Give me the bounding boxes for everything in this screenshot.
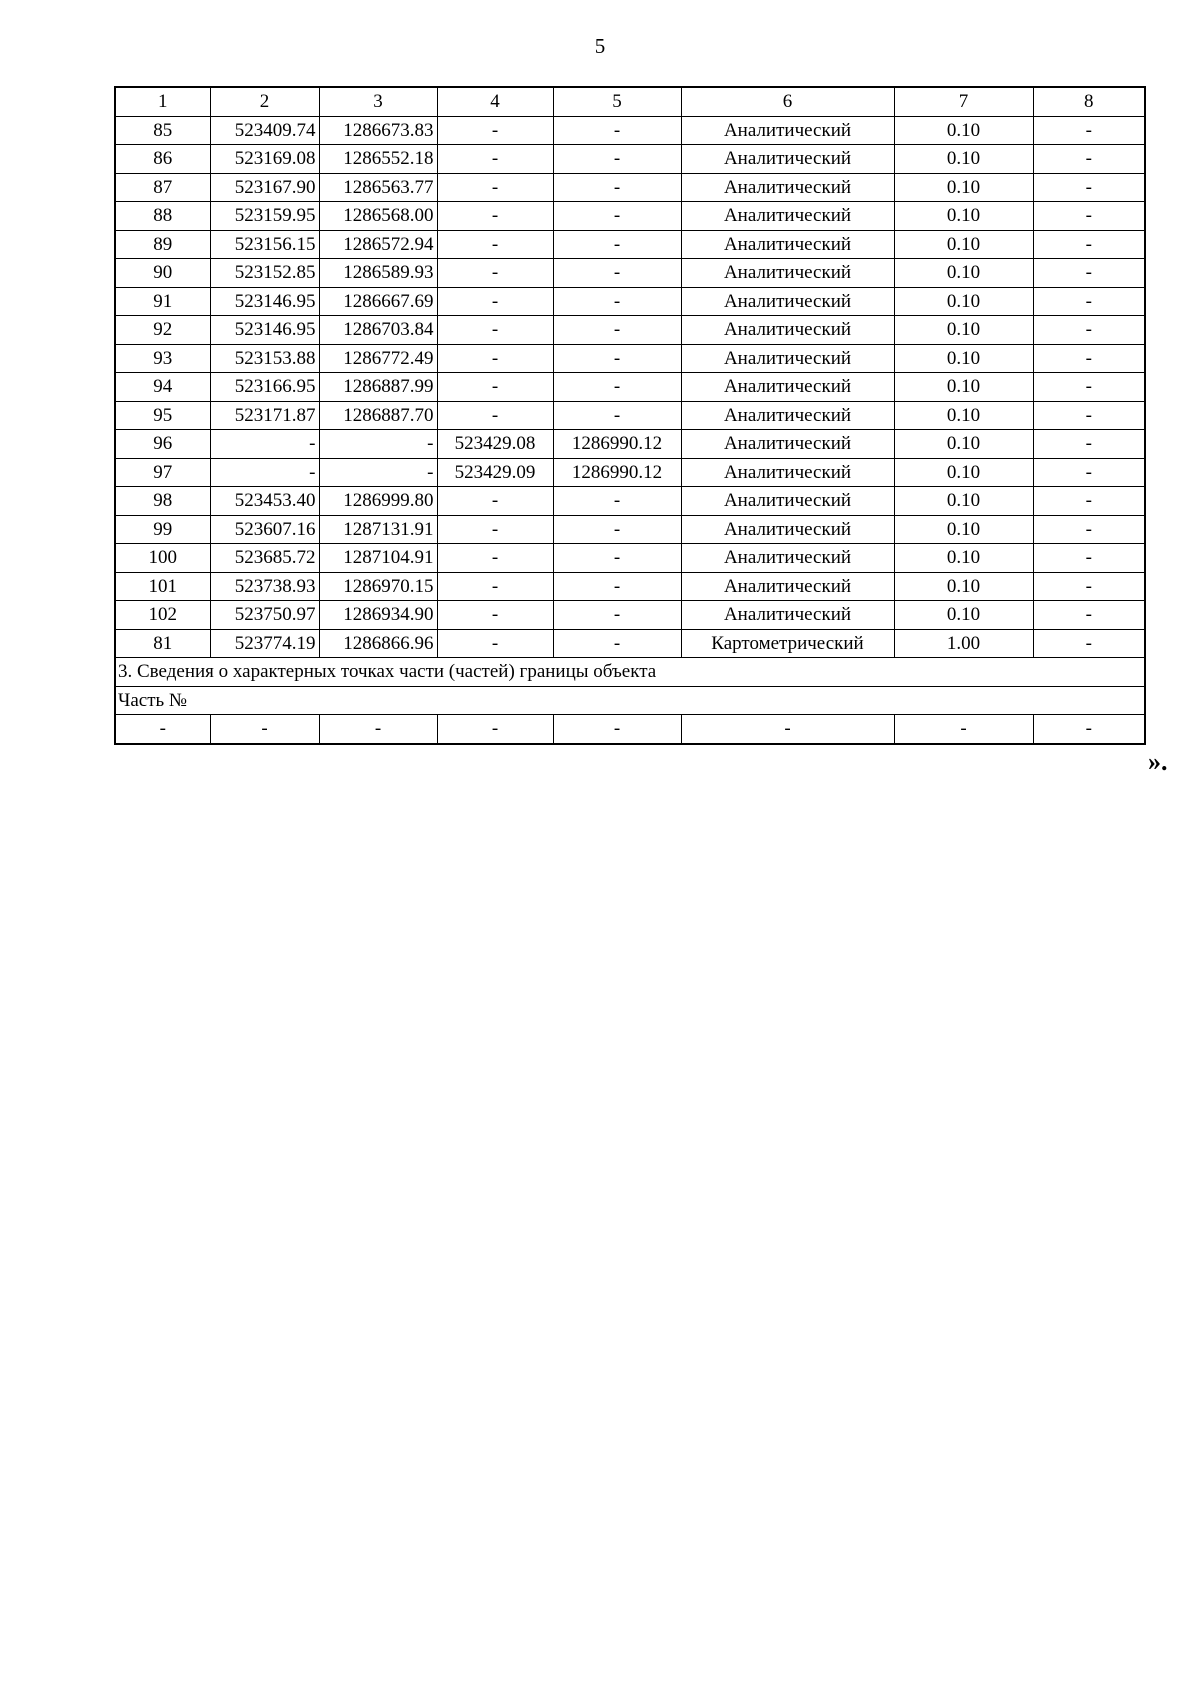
table-cell: - [1033, 401, 1145, 430]
table-cell: 523409.74 [210, 116, 319, 145]
table-cell: 101 [115, 572, 210, 601]
header-row [115, 87, 1145, 116]
table-cell: 523171.87 [210, 401, 319, 430]
table-cell: Аналитический [681, 173, 894, 202]
table-cell: - [437, 202, 553, 231]
table-cell: 1286563.77 [319, 173, 437, 202]
table-cell: 86 [115, 145, 210, 174]
table-cell: 0.10 [894, 430, 1033, 459]
header-cell: 5 [553, 87, 681, 116]
table-cell: - [437, 259, 553, 288]
table-cell: 89 [115, 230, 210, 259]
table-cell: 92 [115, 316, 210, 345]
table-cell: - [437, 601, 553, 630]
table-cell: 1286990.12 [553, 430, 681, 459]
table-row [115, 316, 1145, 345]
table-cell: 81 [115, 629, 210, 658]
table-cell: 96 [115, 430, 210, 459]
table-cell: - [437, 544, 553, 573]
table-cell: - [553, 344, 681, 373]
table-cell: - [553, 515, 681, 544]
header-cell: 8 [1033, 87, 1145, 116]
table-cell: 85 [115, 116, 210, 145]
table-row [115, 572, 1145, 601]
table-cell: 1286673.83 [319, 116, 437, 145]
table-cell: Аналитический [681, 601, 894, 630]
coordinates-table [114, 86, 1146, 745]
table-row [115, 601, 1145, 630]
table-row [115, 145, 1145, 174]
table-cell: - [437, 145, 553, 174]
table-cell: - [553, 629, 681, 658]
part-label: Часть № [115, 686, 1145, 715]
table-cell: - [1033, 230, 1145, 259]
table-cell: 523607.16 [210, 515, 319, 544]
table-row [115, 259, 1145, 288]
table-cell: - [553, 316, 681, 345]
table-cell: - [1033, 116, 1145, 145]
table-cell: 0.10 [894, 544, 1033, 573]
table-cell: 1286887.99 [319, 373, 437, 402]
table-cell: - [210, 430, 319, 459]
table-cell: - [553, 145, 681, 174]
table-cell: - [553, 572, 681, 601]
table-cell: 523152.85 [210, 259, 319, 288]
table-cell: 523167.90 [210, 173, 319, 202]
table-cell: - [553, 373, 681, 402]
closing-quote: ». [1148, 747, 1168, 776]
table-cell: - [1033, 629, 1145, 658]
table-cell: 523750.97 [210, 601, 319, 630]
table-cell: 523429.08 [437, 430, 553, 459]
table-cell: - [437, 116, 553, 145]
table-cell: 523685.72 [210, 544, 319, 573]
table-cell: 0.10 [894, 373, 1033, 402]
table-cell: 1286999.80 [319, 487, 437, 516]
table-cell: 1.00 [894, 629, 1033, 658]
table-cell: Аналитический [681, 515, 894, 544]
table-cell: 1286589.93 [319, 259, 437, 288]
section-heading-row [115, 658, 1145, 687]
table-cell: 1287104.91 [319, 544, 437, 573]
table-cell: - [1033, 430, 1145, 459]
table-cell: 0.10 [894, 202, 1033, 231]
table-cell: - [1033, 487, 1145, 516]
table-row [115, 230, 1145, 259]
table-cell: 1286866.96 [319, 629, 437, 658]
table-cell: - [1033, 202, 1145, 231]
header-cell: 7 [894, 87, 1033, 116]
table-row [115, 173, 1145, 202]
table-cell: - [1033, 145, 1145, 174]
table-cell: 523146.95 [210, 316, 319, 345]
table-cell: Аналитический [681, 230, 894, 259]
table-cell: Картометрический [681, 629, 894, 658]
table-cell: 523159.95 [210, 202, 319, 231]
table-cell: 93 [115, 344, 210, 373]
table-cell: Аналитический [681, 373, 894, 402]
table-row [115, 458, 1145, 487]
empty-cell: - [553, 715, 681, 744]
table-cell: - [437, 401, 553, 430]
header-cell: 1 [115, 87, 210, 116]
table-cell: - [437, 230, 553, 259]
table-cell: Аналитический [681, 430, 894, 459]
table-cell: 1286970.15 [319, 572, 437, 601]
table-row [115, 401, 1145, 430]
table-cell: - [553, 487, 681, 516]
table-cell: - [437, 316, 553, 345]
table-cell: 1287131.91 [319, 515, 437, 544]
header-cell: 4 [437, 87, 553, 116]
table-cell: 0.10 [894, 116, 1033, 145]
table-row [115, 373, 1145, 402]
table-cell: 0.10 [894, 316, 1033, 345]
table-cell: 523166.95 [210, 373, 319, 402]
table-cell: Аналитический [681, 487, 894, 516]
table-row [115, 515, 1145, 544]
table-cell: 0.10 [894, 259, 1033, 288]
table-cell: 0.10 [894, 173, 1033, 202]
table-cell: 0.10 [894, 572, 1033, 601]
table-cell: Аналитический [681, 316, 894, 345]
empty-cell: - [437, 715, 553, 744]
section-heading: 3. Сведения о характерных точках части (частей) границы объекта [115, 658, 1145, 687]
table-cell: - [1033, 572, 1145, 601]
table-row [115, 116, 1145, 145]
table-cell: 0.10 [894, 487, 1033, 516]
table-row [115, 629, 1145, 658]
table-cell: - [553, 601, 681, 630]
table-cell: 523429.09 [437, 458, 553, 487]
empty-cell: - [210, 715, 319, 744]
table-cell: - [1033, 373, 1145, 402]
table-cell: - [553, 401, 681, 430]
table-cell: - [553, 259, 681, 288]
table-cell: - [437, 373, 553, 402]
table-cell: 523146.95 [210, 287, 319, 316]
empty-cell: - [319, 715, 437, 744]
table-cell: - [1033, 601, 1145, 630]
table-cell: - [1033, 544, 1145, 573]
table-cell: Аналитический [681, 572, 894, 601]
table-cell: - [437, 487, 553, 516]
header-cell: 3 [319, 87, 437, 116]
table-cell: - [319, 458, 437, 487]
table-cell: Аналитический [681, 544, 894, 573]
table-cell: - [437, 515, 553, 544]
table-cell: Аналитический [681, 344, 894, 373]
table-cell: 100 [115, 544, 210, 573]
table-cell: 0.10 [894, 601, 1033, 630]
table-cell: - [553, 116, 681, 145]
table-cell: - [1033, 515, 1145, 544]
table-cell: - [1033, 316, 1145, 345]
table-cell: 0.10 [894, 145, 1033, 174]
table-cell: - [437, 572, 553, 601]
part-label-row [115, 686, 1145, 715]
table-cell: 1286572.94 [319, 230, 437, 259]
table-cell: - [437, 344, 553, 373]
table-cell: 98 [115, 487, 210, 516]
table-cell: - [553, 287, 681, 316]
table-cell: 0.10 [894, 515, 1033, 544]
table-cell: - [1033, 287, 1145, 316]
table-cell: 1286667.69 [319, 287, 437, 316]
header-cell: 6 [681, 87, 894, 116]
table-cell: 523453.40 [210, 487, 319, 516]
table-cell: Аналитический [681, 458, 894, 487]
table-cell: 1286568.00 [319, 202, 437, 231]
table-cell: 1286703.84 [319, 316, 437, 345]
table-cell: - [553, 173, 681, 202]
table-row [115, 344, 1145, 373]
table-row [115, 544, 1145, 573]
table-cell: - [1033, 458, 1145, 487]
table-cell: - [437, 173, 553, 202]
empty-cell: - [115, 715, 210, 744]
table-cell: - [437, 287, 553, 316]
table-cell: 523153.88 [210, 344, 319, 373]
table-cell: 523774.19 [210, 629, 319, 658]
table-cell: 87 [115, 173, 210, 202]
table-cell: 90 [115, 259, 210, 288]
table-cell: Аналитический [681, 202, 894, 231]
table-cell: 1286934.90 [319, 601, 437, 630]
table-cell: Аналитический [681, 116, 894, 145]
header-cell: 2 [210, 87, 319, 116]
table-cell: 102 [115, 601, 210, 630]
table-cell: 1286990.12 [553, 458, 681, 487]
table-cell: 1286772.49 [319, 344, 437, 373]
table-cell: 91 [115, 287, 210, 316]
table-row [115, 487, 1145, 516]
table-cell: Аналитический [681, 259, 894, 288]
table-cell: 99 [115, 515, 210, 544]
table-cell: 523738.93 [210, 572, 319, 601]
table-cell: 0.10 [894, 344, 1033, 373]
table-cell: 1286552.18 [319, 145, 437, 174]
table-cell: - [319, 430, 437, 459]
table-cell: - [1033, 344, 1145, 373]
table-cell: Аналитический [681, 401, 894, 430]
table-row [115, 287, 1145, 316]
empty-row [115, 715, 1145, 744]
table-cell: - [210, 458, 319, 487]
table-cell: - [437, 629, 553, 658]
table-cell: - [553, 202, 681, 231]
table-cell: 95 [115, 401, 210, 430]
empty-cell: - [1033, 715, 1145, 744]
table-cell: 0.10 [894, 401, 1033, 430]
table-cell: - [1033, 173, 1145, 202]
table-cell: 97 [115, 458, 210, 487]
table-row [115, 430, 1145, 459]
table-cell: 0.10 [894, 287, 1033, 316]
table-cell: 1286887.70 [319, 401, 437, 430]
table-body [115, 87, 1145, 744]
table-row [115, 202, 1145, 231]
empty-cell: - [681, 715, 894, 744]
table-cell: Аналитический [681, 287, 894, 316]
table-cell: 88 [115, 202, 210, 231]
table-cell: 523156.15 [210, 230, 319, 259]
table-cell: 94 [115, 373, 210, 402]
page-number: 5 [594, 34, 606, 58]
table-cell: 0.10 [894, 230, 1033, 259]
table-cell: - [1033, 259, 1145, 288]
table-cell: - [553, 544, 681, 573]
table-cell: 0.10 [894, 458, 1033, 487]
table-cell: 523169.08 [210, 145, 319, 174]
empty-cell: - [894, 715, 1033, 744]
table-cell: - [553, 230, 681, 259]
table-cell: Аналитический [681, 145, 894, 174]
